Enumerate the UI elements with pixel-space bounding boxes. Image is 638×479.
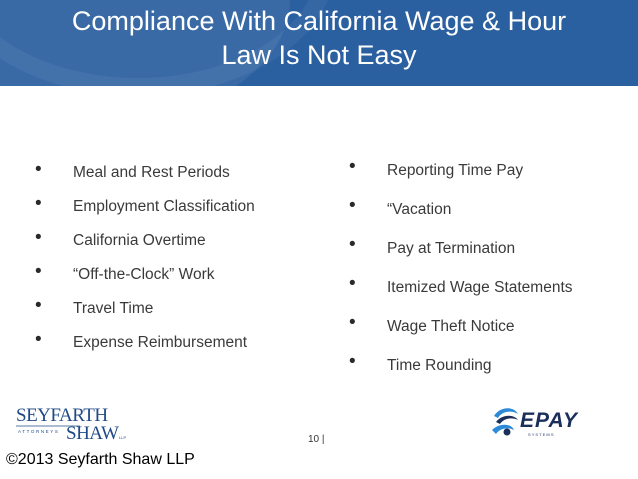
- epay-systems-logo: [488, 402, 604, 442]
- bullet-item: • Itemized Wage Statements: [349, 275, 573, 314]
- bullet-item: • “Vacation: [349, 197, 573, 236]
- logo-attorneys-text: ATTORNEYS: [18, 429, 60, 434]
- logo-shaw-text: SHAW: [66, 423, 119, 444]
- bullet-item: • Pay at Termination: [349, 236, 573, 275]
- epay-swirl-icon: [492, 408, 518, 435]
- bullet-item: • Employment Classification: [35, 198, 255, 232]
- bullet-item: • Travel Time: [35, 300, 255, 334]
- logo-llp-text: LLP: [119, 435, 127, 440]
- logo-systems-text: S Y S T E M S: [528, 432, 554, 437]
- page-number: 10 |: [308, 434, 325, 445]
- logo-seyfarth-text: SEYFARTH: [16, 405, 108, 426]
- bullet-item: • California Overtime: [35, 232, 255, 266]
- slide-title: [0, 4, 638, 72]
- bullet-item: • Expense Reimbursement: [35, 334, 255, 368]
- title-line-1: Compliance With California Wage & Hour: [71, 6, 567, 36]
- left-bullet-list: [35, 164, 255, 368]
- bullet-item: • “Off-the-Clock” Work: [35, 266, 255, 300]
- title-line-2: Law Is Not Easy: [221, 40, 417, 70]
- right-bullet-list: [349, 158, 573, 392]
- bullet-item: • Wage Theft Notice: [349, 314, 573, 353]
- logo-epay-text: EPAY: [520, 409, 579, 432]
- title-bar: [0, 0, 638, 86]
- copyright-text: ©2013 Seyfarth Shaw LLP: [6, 451, 195, 468]
- bullet-item: • Meal and Rest Periods: [35, 164, 255, 198]
- bullet-item: • Time Rounding: [349, 353, 573, 392]
- bullet-item: • Reporting Time Pay: [349, 158, 573, 197]
- seyfarth-shaw-logo: [14, 404, 164, 444]
